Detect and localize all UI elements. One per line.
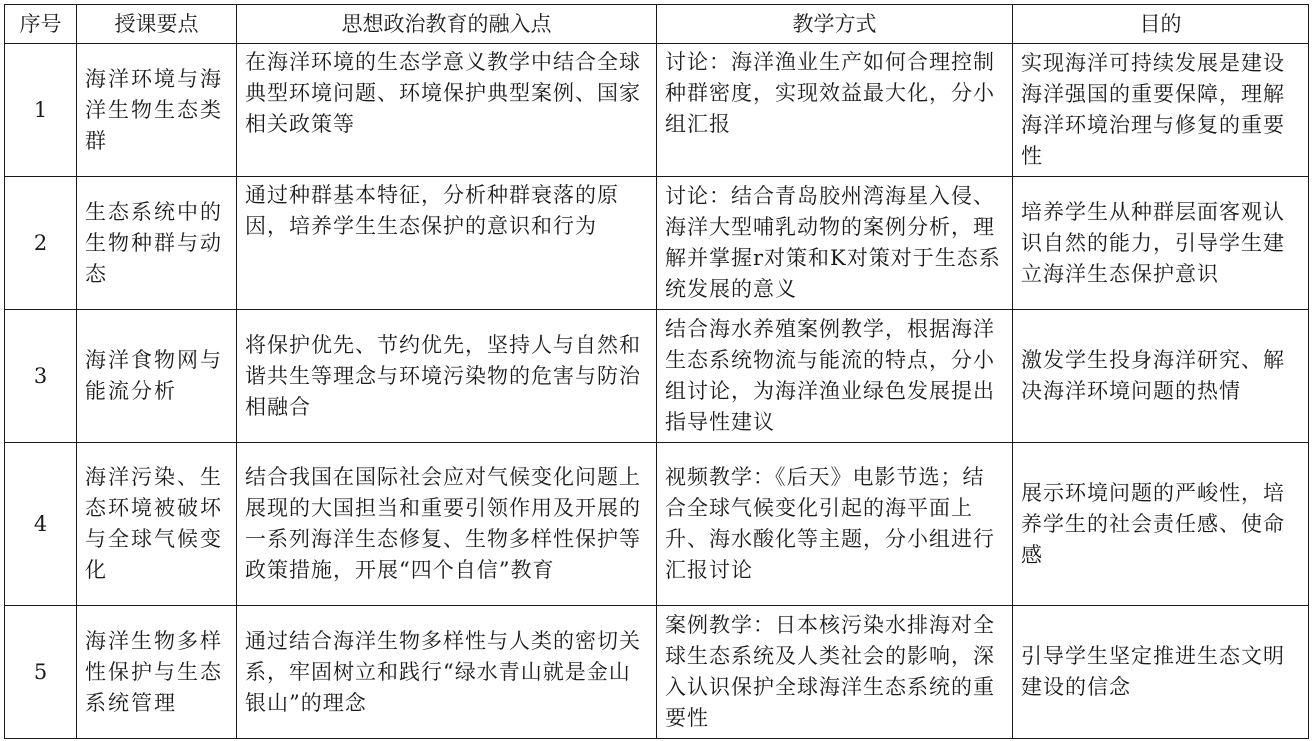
row-no: 1 (5, 44, 77, 177)
header-no: 序号 (5, 5, 77, 44)
row-topic: 生态系统中的生物种群与动态 (77, 177, 237, 310)
header-goal: 目的 (1013, 5, 1309, 44)
row-goal: 培养学生从种群层面客观认识自然的能力，引导学生建立海洋生态保护意识 (1013, 177, 1309, 310)
row-topic: 海洋食物网与能流分析 (77, 310, 237, 443)
table-row (5, 310, 1309, 443)
header-topic: 授课要点 (77, 5, 237, 44)
table-row (5, 177, 1309, 310)
header-row (5, 5, 1309, 44)
table-row (5, 44, 1309, 177)
row-ideological-point: 结合我国在国际社会应对气候变化问题上展现的大国担当和重要引领作用及开展的一系列海洋生态修复、生物多样性保护等政策措施，开展“四个自信”教育 (237, 443, 657, 606)
header-teaching-method: 教学方式 (657, 5, 1013, 44)
row-no: 5 (5, 606, 77, 739)
row-ideological-point: 在海洋环境的生态学意义教学中结合全球典型环境问题、环境保护典型案例、国家相关政策等 (237, 44, 657, 177)
table-row (5, 606, 1309, 739)
row-topic: 海洋环境与海洋生物生态类群 (77, 44, 237, 177)
row-teaching-method: 视频教学：《后天》电影节选；结合全球气候变化引起的海平面上升、海水酸化等主题，分小组进行汇报讨论 (657, 443, 1013, 606)
header-ideological-point: 思想政治教育的融入点 (237, 5, 657, 44)
row-teaching-method: 讨论：海洋渔业生产如何合理控制种群密度，实现效益最大化，分小组汇报 (657, 44, 1013, 177)
teaching-plan-table (4, 4, 1309, 739)
row-no: 4 (5, 443, 77, 606)
row-goal: 实现海洋可持续发展是建设海洋强国的重要保障，理解海洋环境治理与修复的重要性 (1013, 44, 1309, 177)
row-no: 2 (5, 177, 77, 310)
row-goal: 展示环境问题的严峻性，培养学生的社会责任感、使命感 (1013, 443, 1309, 606)
row-no: 3 (5, 310, 77, 443)
row-teaching-method: 讨论：结合青岛胶州湾海星入侵、海洋大型哺乳动物的案例分析，理解并掌握r对策和K对策对于生态系统发展的意义 (657, 177, 1013, 310)
row-ideological-point: 通过结合海洋生物多样性与人类的密切关系，牢固树立和践行“绿水青山就是金山银山”的理念 (237, 606, 657, 739)
row-ideological-point: 将保护优先、节约优先，坚持人与自然和谐共生等理念与环境污染物的危害与防治相融合 (237, 310, 657, 443)
row-teaching-method: 结合海水养殖案例教学，根据海洋生态系统物流与能流的特点，分小组讨论，为海洋渔业绿色发展提出指导性建议 (657, 310, 1013, 443)
row-goal: 激发学生投身海洋研究、解决海洋环境问题的热情 (1013, 310, 1309, 443)
table-row (5, 443, 1309, 606)
row-topic: 海洋生物多样性保护与生态系统管理 (77, 606, 237, 739)
row-teaching-method: 案例教学：日本核污染水排海对全球生态系统及人类社会的影响，深入认识保护全球海洋生态系统的重要性 (657, 606, 1013, 739)
row-topic: 海洋污染、生态环境被破坏与全球气候变化 (77, 443, 237, 606)
row-goal: 引导学生坚定推进生态文明建设的信念 (1013, 606, 1309, 739)
row-ideological-point: 通过种群基本特征，分析种群衰落的原因，培养学生生态保护的意识和行为 (237, 177, 657, 310)
